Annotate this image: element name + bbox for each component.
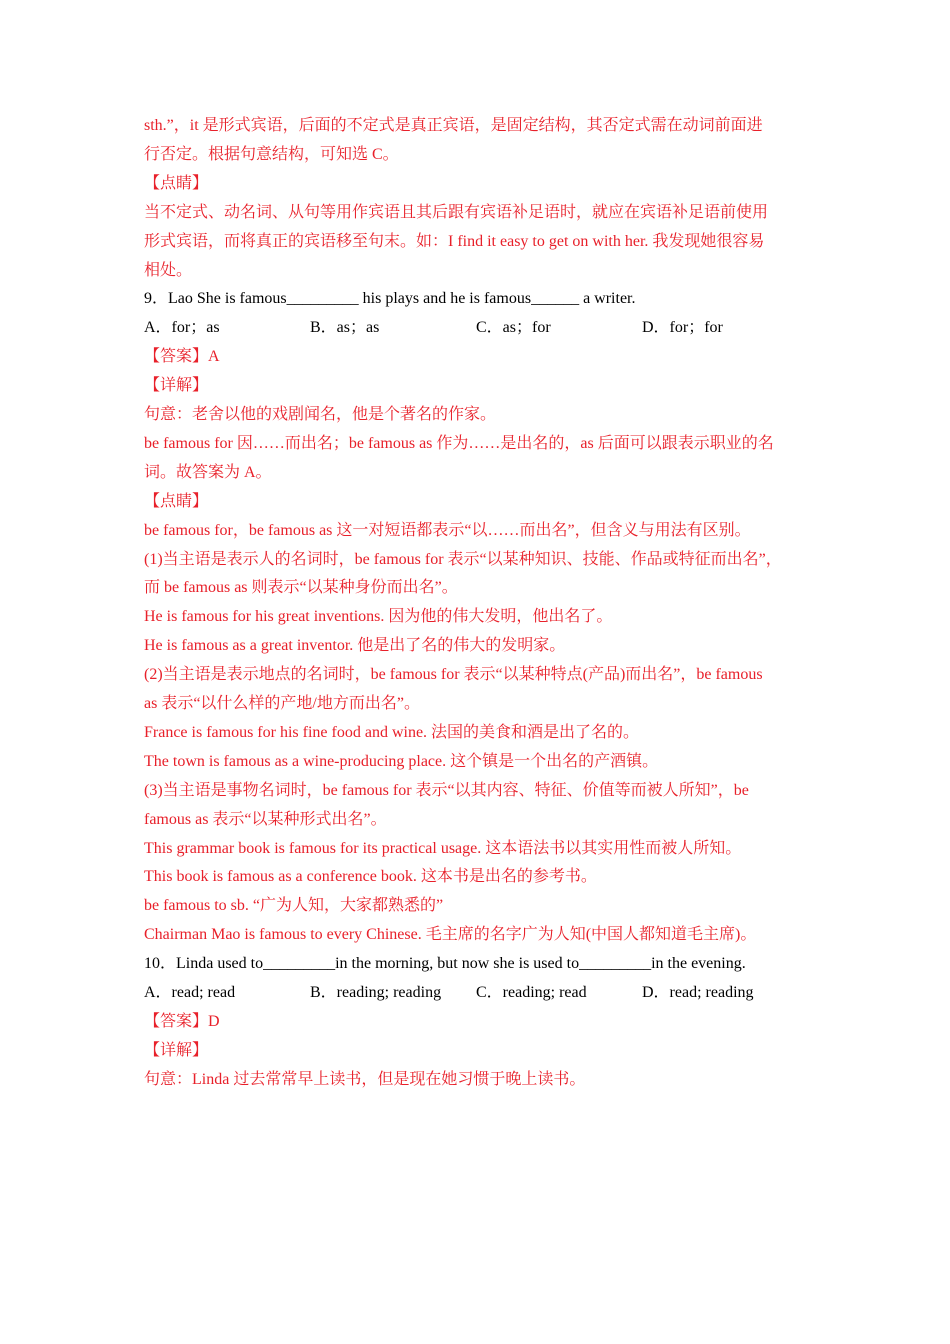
text-line <box>144 374 814 398</box>
text-line <box>144 548 814 572</box>
option-d: D．read; reading <box>642 984 754 1001</box>
line-text: as 表示“以什么样的产地/地方而出名”。 <box>144 695 420 712</box>
text-line <box>144 894 814 918</box>
option-row <box>144 316 814 340</box>
line-text: 【详解】 <box>144 377 209 395</box>
line-text: be famous for，be famous as 这一对短语都表示“以……而出名”，但含义与用法有区别。 <box>144 521 751 539</box>
line-text: 【详解】 <box>144 1041 209 1059</box>
line-text: (3)当主语是事物名词时，be famous for 表示“以其内容、特征、价值等而被人所知”，be <box>144 781 749 799</box>
line-text: France is famous for his fine food and wine. 法国的美食和酒是出了名的。 <box>144 723 640 741</box>
text-line <box>144 519 814 543</box>
text-line <box>144 808 814 832</box>
option-c: C．as；for <box>476 319 551 337</box>
text-line <box>144 923 814 947</box>
text-line <box>144 172 814 196</box>
line-text: 【答案】A <box>144 348 220 366</box>
option-c: C．reading; read <box>476 984 587 1001</box>
text-line <box>144 779 814 803</box>
text-line <box>144 1068 814 1092</box>
text-line <box>144 230 814 254</box>
text-line <box>144 837 814 861</box>
text-line <box>144 403 814 427</box>
line-text: 句意：老舍以他的戏剧闻名，他是个著名的作家。 <box>144 406 497 423</box>
text-line <box>144 490 814 514</box>
text-line <box>144 1039 814 1063</box>
text-line <box>144 576 814 600</box>
line-text: 9．Lao She is famous_________ his plays and he is famous______ a writer. <box>144 290 636 308</box>
line-text: be famous for 因……而出名；be famous as 作为……是出名的，as 后面可以跟表示职业的名 <box>144 434 774 452</box>
line-text: 形式宾语，而将真正的宾语移至句末。如：I find it easy to get on with her. 我发现她很容易 <box>144 232 765 250</box>
text-line <box>144 259 814 283</box>
text-line <box>144 605 814 629</box>
option-a: A．read; read <box>144 984 236 1001</box>
line-text: 10．Linda used to_________in the morning, but now she is used to_________in the evening. <box>144 955 746 973</box>
line-text: 当不定式、动名词、从句等用作宾语且其后跟有宾语补足语时，就应在宾语补足语前使用 <box>144 203 769 221</box>
line-text: (2)当主语是表示地点的名词时，be famous for 表示“以某种特点(产品)而出名”，be famous <box>144 666 763 684</box>
line-text: sth.”，it 是形式宾语，后面的不定式是真正宾语，是固定结构，其否定式需在动词前面进 <box>144 117 763 134</box>
line-text: 【答案】D <box>144 1012 220 1030</box>
line-text: Chairman Mao is famous to every Chinese. 毛主席的名字广为人知(中国人都知道毛主席)。 <box>144 926 757 944</box>
option-a: A．for；as <box>144 319 220 337</box>
line-text: The town is famous as a wine-producing place. 这个镇是一个出名的产酒镇。 <box>144 752 659 770</box>
text-line <box>144 345 814 369</box>
line-text: This grammar book is famous for its practical usage. 这本语法书以其实用性而被人所知。 <box>144 839 742 857</box>
text-line <box>144 634 814 658</box>
text-line <box>144 201 814 225</box>
option-b: B．reading; reading <box>310 984 442 1001</box>
line-text: 【点睛】 <box>144 174 209 192</box>
line-text: He is famous as a great inventor. 他是出了名的伟大的发明家。 <box>144 637 566 655</box>
line-text: 相处。 <box>144 261 193 279</box>
line-text: 【点睛】 <box>144 492 209 510</box>
option-row <box>144 981 814 1005</box>
line-text: 行否定。根据句意结构，可知选 C。 <box>144 145 399 163</box>
option-b: B．as；as <box>310 319 380 337</box>
text-line <box>144 287 814 311</box>
line-text: 而 be famous as 则表示“以某种身份而出名”。 <box>144 579 458 597</box>
text-line <box>144 461 814 485</box>
text-line <box>144 432 814 456</box>
text-line <box>144 721 814 745</box>
text-line <box>144 750 814 774</box>
text-line <box>144 1010 814 1034</box>
text-line <box>144 692 814 716</box>
text-line <box>144 865 814 889</box>
line-text: This book is famous as a conference book. 这本书是出名的参考书。 <box>144 868 597 886</box>
text-line <box>144 663 814 687</box>
line-text: 词。故答案为 A。 <box>144 463 272 481</box>
line-text: 句意：Linda 过去常常早上读书，但是现在她习惯于晚上读书。 <box>144 1070 586 1088</box>
text-line <box>144 114 814 138</box>
text-line <box>144 143 814 167</box>
option-d: D．for；for <box>642 319 723 337</box>
line-text: (1)当主语是表示人的名词时，be famous for 表示“以某种知识、技能、作品或特征而出名”， <box>144 550 782 568</box>
line-text: be famous to sb. “广为人知，大家都熟悉的” <box>144 897 444 915</box>
line-text: He is famous for his great inventions. 因为他的伟大发明，他出名了。 <box>144 608 613 626</box>
line-text: famous as 表示“以某种形式出名”。 <box>144 810 387 828</box>
text-line <box>144 952 814 976</box>
